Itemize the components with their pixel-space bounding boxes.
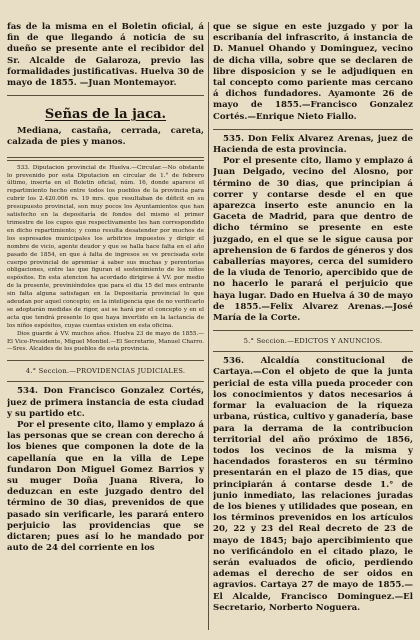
heading-senas: Señas de la jaca. [44,107,167,123]
left-column [7,22,204,632]
right-column [213,22,413,632]
continued-notice: que se sigue en este juzgado y por la escribanía del infrascrito, á instancia de D. Manuel Ohando y Dominguez, vecino de dicha villa, sobre que se declaren de libre disposicion y se le adjudiquen en tal concepto como pariente mas cercano á dichos fundadores. Ayamonte 26 de mayo de 1855.—Francisco Gonzalez Cortés.—Enrique Nieto Fiallo. [213,22,413,122]
section-judicial-title: 4.° Seccion.—PROVIDENCIAS JUDICIALES. [25,367,186,376]
notice-535-heading: 535. Don Felix Alvarez Arenas, juez de Hacienda de esta provincia. [213,133,413,156]
notice-534-heading: 534. Don Francisco Gonzalez Cortés, juez de primera instancia de esta ciudad y su partido etc. [7,386,204,419]
notice-536: 536. Alcaldía constitucional de Cartaya.—Con el objeto de que la junta pericial de esta villa pueda proceder con los conocimientos y datos necesarios á formar la evaluacion de la riqueza urbana, rústica, cultivo y ganadería, base para la derrama de la contribucion territorial del año próximo de 1856, todos los vecinos de la misma y hacendados forasteros en su término presentarán en el plazo de 15 dias, que principiarán á contarse desde 1.° de junio inmediato, las relaciones juradas de los bienes y utilidades que posean, en los términos prevenidos en los artículos 20, 22 y 23 del Real decreto de 23 de mayo de 1845; bajo apercibimiento que no verificándolo en el citado plazo, le serán evaluados de oficio, perdiendo ademas el derecho de ser oidos en agravios. Cartaya 27 de mayo de 1855.—El Alcalde, Francisco Dominguez.—El Secretario, Norberto Noguera. [213,356,413,613]
notice-533-closing: Dios guarde á VV. muchos años. Huelva 23 de mayo de 1855.—El Vice-Presidente, Miguel Montiel.—El Secretario, Manuel Charro.—Sres. Alcaldes de los pueblos de esta provincia. [7,330,204,353]
double-divider [7,157,204,161]
section-edicts-title: 5.° Seccion.—EDICTOS Y ANUNCIOS. [243,337,383,346]
horse-description: Mediana, castaña, cerrada, careta, calzada de pies y manos. [7,126,204,148]
notice-533: 533. Diputacion provincial de Huelva.—Circular.—No obstante lo prevenido por esta Diputacion en circular de 1.° de febrero último, inserta en el Boletin oficial, núm. 16, donde aparece el repartimiento hecho entre todos los pueblos de la provincia para cubrir los 2.420.006 rs. 19 mrs. que resultaban de déficit en su presupuesto provincial, son muy pocos los Ayuntamientos que han satisfecho en la depositaría de fondos del mismo el primer trimestre de los cupos que respectivamente les han correspondido en dicho repartimiento; y como resulta desatender por muchos de los espresados municipales los arbitrios impuestos y dirigir el nombre de vicio, agente deudor y que se halla hace falta en el año pasado de 1854, en que á falta de ingresos se ve precisada este cuerpo provincial de apremiar á saber sus muchas y perentorias obligaciones, entre las que figuran el sostenimiento de los niños espósitos. En esta atencion ha acordado dirigirse á VV. por medio de la presente, previniéndoles que para el dia 15 del mes entrante sin falta alguna satisfagan en la Depositaría provincial lo que adeudan por aquel concepto; en la inteligencia que de no verificarlo se adoptarán medidas de rigor, asi se hará por el concepto y en el acta que tendrá presente lo que haya invertido en la lactancia de los niños espósitos, cuyas cuentas existen en esta oficina. [7,164,204,329]
column-divider [208,22,209,630]
notice-535-body: Por el presente cito, llamo y emplazo á Juan Delgado, vecino del Alosno, por término de 30 dias, que principian á correr y contarse desde el en que aparezca inserto este anuncio en la Gaceta de Madrid, para que dentro de dicho término se presente en este juzgado, en el que se le sigue causa por aprehension de 6 fardos de géneros y dos caballerías mayores, cerca del sumidero de la viuda de Tenorio, apercibido que de no hacerlo le parará el perjuicio que haya lugar. Dado en Huelva á 30 de mayo de 1855.—Felix Alvarez Arenas.—José María de la Corte. [213,156,413,324]
divider [7,95,204,96]
top-notice: fas de la misma en el Boletin oficial, á fin de que llegando á noticia de su dueño se presente ante el recibidor del Sr. Alcalde de Galaroza, previo las formalidades justificativas. Huelva 30 de mayo de 1855. —Juan Montemayor. [7,22,204,89]
divider [213,129,413,130]
divider [213,330,413,331]
divider [7,381,204,382]
notice-534-body: Por el presente cito, llamo y emplazo á las personas que se crean con derecho á los bienes que componen la dote de la capellanía que en la villa de Lepe fundaron Don Miguel Gomez Barrios y su muger Doña Juana Rivera, lo deduzcan en este juzgado dentro del término de 30 dias, prevenidos de que pasado sin verificarle, les parará entero perjuicio las providencias que se dictaren; pues así lo he mandado por auto de 24 del corriente en los [7,419,204,554]
divider [7,360,204,361]
divider [213,351,413,352]
